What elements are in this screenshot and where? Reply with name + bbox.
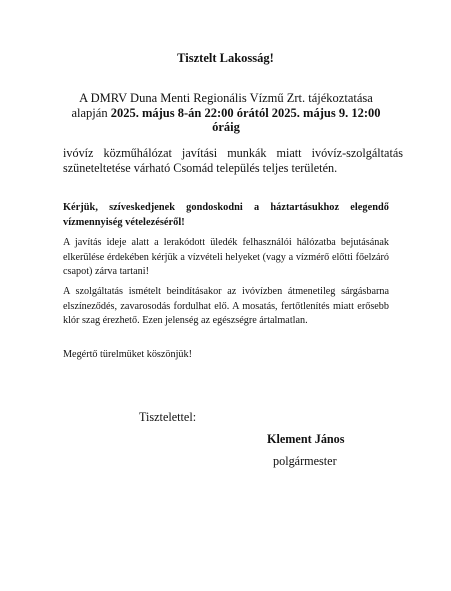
closing-salutation: Tisztelettel: <box>139 410 197 424</box>
paragraph-valves: A javítás ideje alatt a lerakódott üledék felhasználói hálózatba bejutásának elkerülése érdekében kérjük a vízvételi helyeket (vagy a vízmérő előtti főelzáró csapot) zárva tartani! <box>63 237 389 277</box>
signer-title: polgármester <box>273 454 337 468</box>
water-request: Kérjük, szíveskedjenek gondoskodni a háztartásukhoz elegendő vízmennyiség vételezéséről! <box>63 202 389 228</box>
notice-date-range: 2025. május 8-án 22:00 órától 2025. május 9. 12:00 óráig <box>110 105 381 134</box>
notice-intro <box>62 91 390 135</box>
paragraph-discoloration: A szolgáltatás ismételt beindításakor az ivóvízben átmenetileg sárgásbarna elszíneződés, zavarosodás fordulhat elő. A mosatás, fertőtlenítés miatt erősebb klór szag érezhető. Ezen jelenség az egészségre ártalmatlan. <box>63 286 389 326</box>
outage-description: ivóvíz közműhálózat javítási munkák miatt ivóvíz-szolgáltatás szüneteltetése várható Csomád település teljes területén. <box>63 146 403 175</box>
greeting-heading: Tisztelt Lakosság! <box>177 51 274 65</box>
paragraph-thanks: Megértő türelmüket köszönjük! <box>63 349 193 360</box>
signer-name: Klement János <box>267 432 345 446</box>
notice-prefix: A DMRV Duna Menti Regionális Vízmű Zrt. tájékoztatása alapján <box>71 91 373 120</box>
